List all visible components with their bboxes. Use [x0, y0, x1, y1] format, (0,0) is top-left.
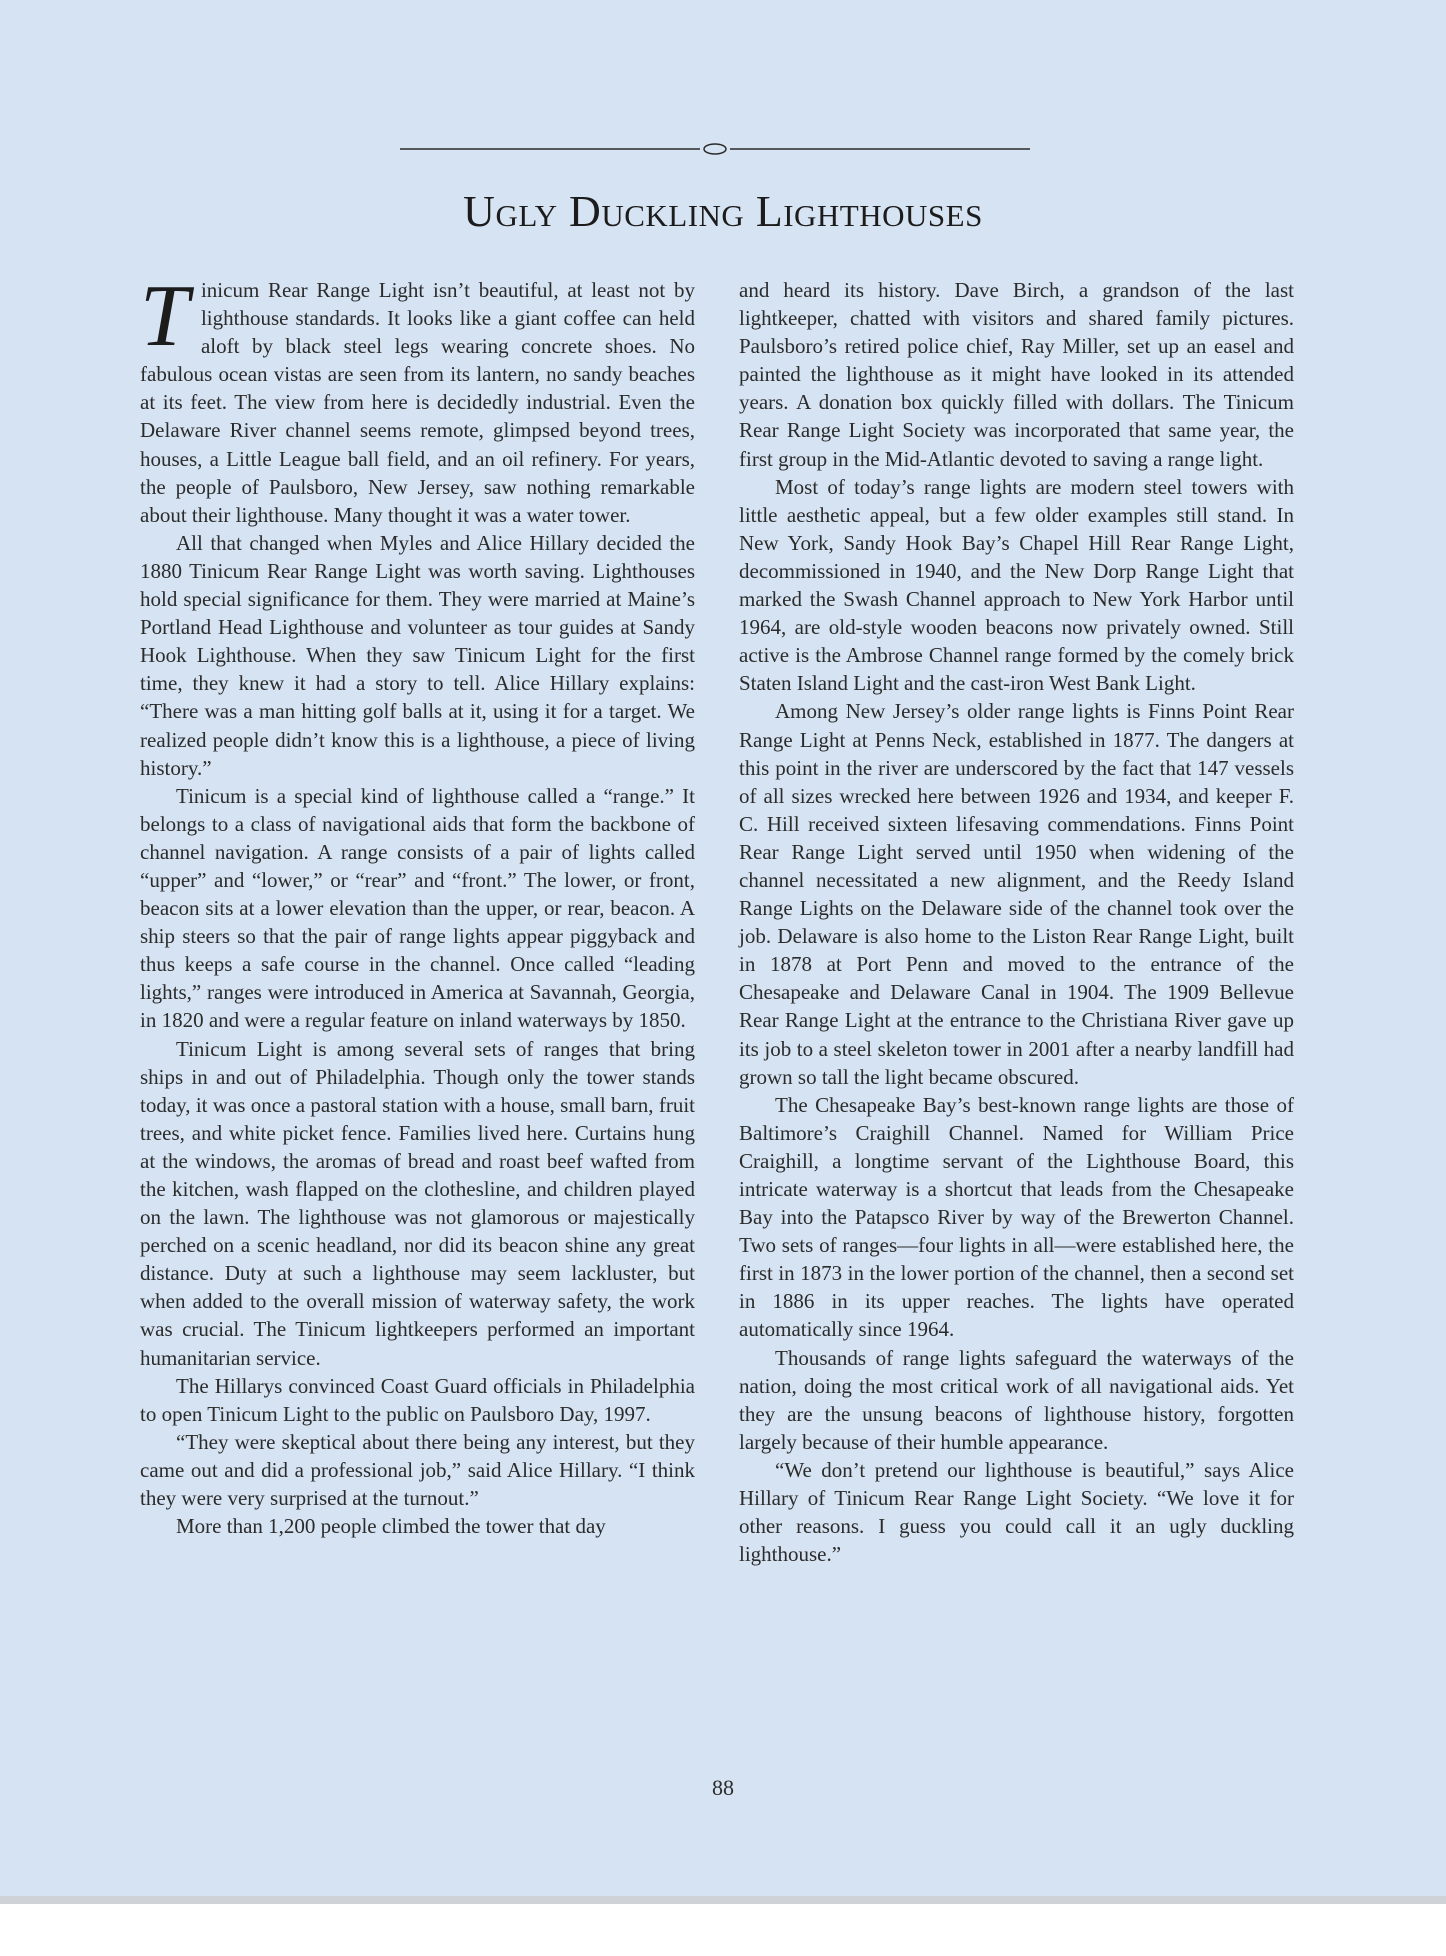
paragraph: Thousands of range lights safeguard the waterways of the nation, doing the most critical work of all navigational aids. Yet they are the unsung beacons of lighthouse history, forgotten largely because of their humble appearance. — [739, 1345, 1294, 1454]
paragraph: “They were skeptical about there being any interest, but they came out and did a professional job,” said Alice Hillary. “I think they were very surprised at the turnout.” — [140, 1429, 695, 1511]
paragraph: Most of today’s range lights are modern steel towers with little aesthetic appeal, but a few older examples still stand. In New York, Sandy Hook Bay’s Chapel Hill Rear Range Light, decommissioned in 1940, and the New Dorp Range Light that marked the Swash Channel approach to New York Harbor until 1964, are old-style wooden beacons now privately owned. Still active is the Ambrose Channel range formed by the comely brick Staten Island Light and the cast-iron West Bank Light. — [739, 474, 1294, 696]
drop-cap: T — [140, 268, 189, 365]
paragraph: and heard its history. Dave Birch, a grandson of the last lightkeeper, chatted with visitors and shared family pictures. Paulsboro’s retired police chief, Ray Miller, set up an easel and painted the lighthouse as it might have looked in its attended years. A donation box quickly filled with dollars. The Tinicum Rear Range Light Society was incorporated that same year, the first group in the Mid-Atlantic devoted to saving a range light. — [739, 278, 1294, 471]
paragraph — [140, 268, 695, 529]
paragraph: Tinicum is a special kind of lighthouse called a “range.” It belongs to a class of navigational aids that form the backbone of channel navigation. A range consists of a pair of lights called “upper” and “lower,” or “rear” and “front.” The lower, or front, beacon sits at a lower elevation than the upper, or rear, beacon. A ship steers so that the pair of range lights appear piggyback and thus keeps a safe course in the channel. Once called “leading lights,” ranges were introduced in America at Savannah, Georgia, in 1820 and were a regular feature on inland waterways by 1850. — [140, 783, 695, 1033]
right-column — [739, 276, 1294, 1568]
paragraph: More than 1,200 people climbed the tower that day — [176, 1514, 606, 1539]
paragraph-text: inicum Rear Range Light isn’t beautiful, at least not by lighthouse standards. It looks like a giant coffee can held aloft by black steel legs wearing concrete shoes. No fabulous ocean vistas are seen from its lantern, no sandy beaches at its feet. The view from here is decidedly industrial. Even the Delaware River channel seems remote, glimpsed beyond trees, houses, a Little League ball field, and an oil refinery. For years, the people of Paulsboro, New Jersey, saw nothing remarkable about their lighthouse. Many thought it was a water tower. — [140, 278, 695, 527]
title-ornament — [400, 140, 1030, 158]
paragraph: Tinicum Light is among several sets of ranges that bring ships in and out of Philadelphia. Though only the tower stands today, it was once a pastoral station with a house, small barn, fruit trees, and white picket fence. Families lived here. Curtains hung at the windows, the aromas of bread and roast beef wafted from the kitchen, wash flapped on the clothesline, and children played on the lawn. The lighthouse was not glamorous or majestically perched on a scenic headland, nor did its beacon shine any great distance. Duty at such a lighthouse may seem lackluster, but when added to the overall mission of waterway safety, the work was crucial. The Tinicum lightkeepers performed an important humanitarian service. — [140, 1036, 695, 1370]
paragraph: All that changed when Myles and Alice Hillary decided the 1880 Tinicum Rear Range Light was worth saving. Lighthouses hold special significance for them. They were married at Maine’s Portland Head Lighthouse and volunteer as tour guides at Sandy Hook Lighthouse. When they saw Tinicum Light for the first time, they knew it had a story to tell. Alice Hillary explains: “There was a man hitting golf balls at it, using it for a target. We realized people didn’t know this is a lighthouse, a piece of living history.” — [140, 530, 695, 780]
paragraph: The Hillarys convinced Coast Guard officials in Philadelphia to open Tinicum Light to the public on Paulsboro Day, 1997. — [140, 1373, 695, 1426]
page-title: Ugly Duckling Lighthouses — [463, 187, 983, 236]
paragraph: Among New Jersey’s older range lights is Finns Point Rear Range Light at Penns Neck, established in 1877. The dangers at this point in the river are underscored by the fact that 147 vessels of all sizes wrecked here between 1926 and 1934, and keeper F. C. Hill received sixteen lifesaving commendations. Finns Point Rear Range Light served until 1950 when widening of the channel necessitated a new alignment, and the Reedy Island Range Lights on the Delaware side of the channel took over the job. Delaware is also home to the Liston Rear Range Light, built in 1878 at Port Penn and moved to the entrance of the Chesapeake and Delaware Canal in 1904. The 1909 Bellevue Rear Range Light at the entrance to the Christiana River gave up its job to a steel skeleton tower in 2001 after a nearby landfill had grown so tall the light became obscured. — [739, 699, 1294, 1089]
paragraph: “We don’t pretend our lighthouse is beautiful,” says Alice Hillary of Tinicum Rear Range Light Society. “We love it for other reasons. I guess you could call it an ugly duckling lighthouse.” — [739, 1457, 1294, 1567]
left-column — [140, 268, 695, 1540]
bottom-border — [0, 1896, 1446, 1904]
paragraph: The Chesapeake Bay’s best-known range lights are those of Baltimore’s Craighill Channel. Named for William Price Craighill, a longtime servant of the Lighthouse Board, this intricate waterway is a shortcut that leads from the Chesapeake Bay into the Patapsco River by way of the Brewerton Channel. Two sets of ranges—four lights in all—were established here, the first in 1873 in the lower portion of the channel, then a second set in 1886 in its upper reaches. The lights have operated automatically since 1964. — [739, 1092, 1294, 1342]
page-number: 88 — [712, 1775, 734, 1800]
